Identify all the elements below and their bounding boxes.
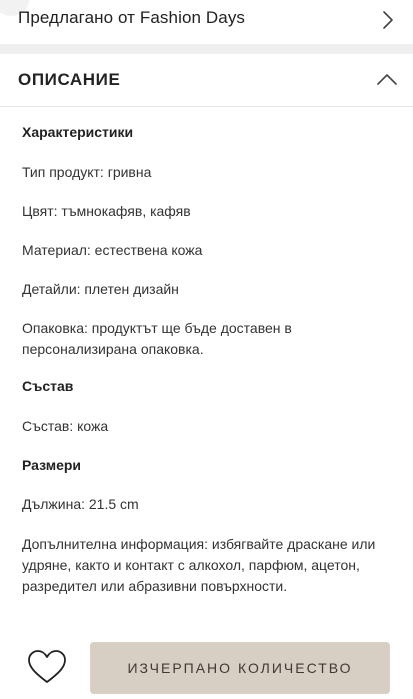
section-divider (0, 44, 413, 54)
footer-bar (0, 631, 413, 699)
composition-heading: Състав (22, 378, 74, 394)
sold-out-button[interactable]: ИЗЧЕРПАНО КОЛИЧЕСТВО (90, 642, 390, 694)
composition-text: Състав: кожа (22, 418, 109, 434)
packaging-text: Опаковка: продуктът ще бъде доставен в персонализирана опаковка. (22, 320, 292, 357)
description-header[interactable] (0, 54, 413, 107)
sizes-heading: Размери (22, 457, 82, 473)
product-type-text: Тип продукт: гривна (22, 164, 152, 180)
characteristics-heading: Характеристики (22, 124, 134, 140)
chevron-right-icon (377, 9, 399, 31)
material-text: Материал: естествена кожа (22, 242, 203, 258)
seller-text: Предлагано от Fashion Days (18, 8, 246, 27)
length-text: Дължина: 21.5 cm (22, 496, 139, 512)
chevron-up-icon (375, 68, 399, 92)
seller-row[interactable] (0, 0, 413, 44)
heart-icon[interactable] (27, 649, 67, 685)
description-title: ОПИСАНИЕ (18, 70, 121, 89)
color-text: Цвят: тъмнокафяв, кафяв (22, 203, 191, 219)
additional-info-text: Допълнителна информация: избягвайте драскане или удряне, както и контакт с алкохол, парфюм, ацетон, разредител или абразивни повърхности. (22, 536, 376, 594)
details-text: Детайли: плетен дизайн (22, 281, 179, 297)
